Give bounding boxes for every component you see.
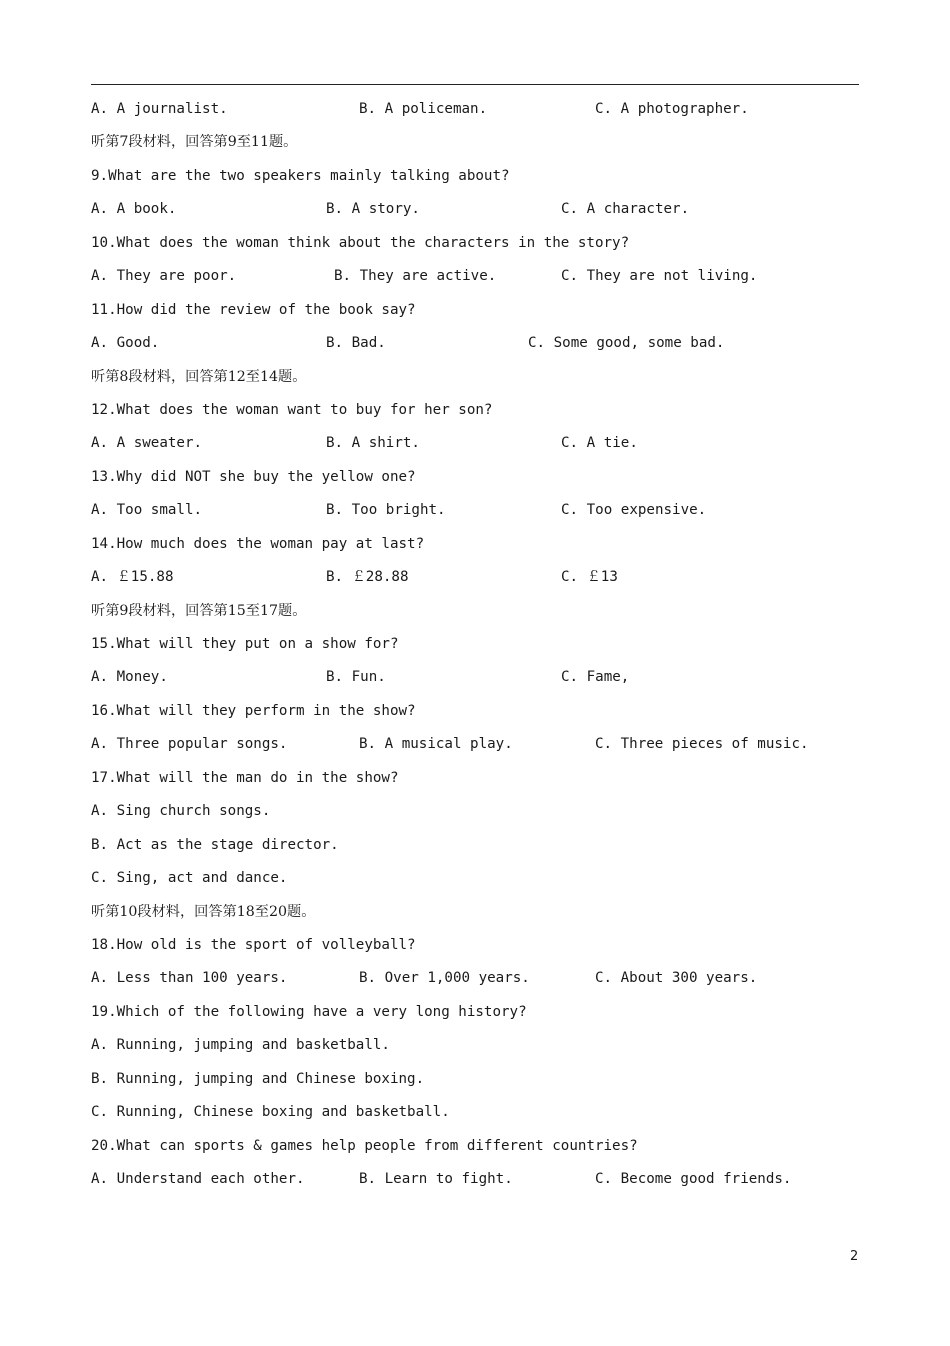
options-row (91, 1167, 859, 1200)
section-heading: 听第7段材料，回答第9至11题。 (91, 134, 298, 151)
options-row (91, 431, 859, 464)
option-a: A. A book. (91, 201, 177, 218)
option-c: C. About 300 years. (595, 970, 758, 987)
option-a: A. A sweater. (91, 435, 203, 452)
option-line: C. Running, Chinese boxing and basketball. (91, 1104, 450, 1121)
option-c: C. They are not living. (561, 268, 758, 285)
question: 17.What will the man do in the show? (91, 769, 399, 786)
option-c: C. Some good, some bad. (528, 335, 725, 352)
question: 19.Which of the following have a very long history? (91, 1003, 527, 1020)
option-c: C. ￡13 (561, 569, 618, 586)
option-b: B. A shirt. (326, 435, 420, 452)
option-line: A. Running, jumping and basketball. (91, 1037, 390, 1054)
options-row (91, 197, 859, 230)
section-heading: 听第10段材料，回答第18至20题。 (91, 903, 316, 920)
page-number: 2 (850, 1249, 859, 1264)
options-row (91, 331, 859, 364)
option-b: B. ￡28.88 (326, 569, 409, 586)
question: 20.What can sports & games help people from different countries? (91, 1137, 638, 1154)
question: 16.What will they perform in the show? (91, 702, 416, 719)
option-a: A. Three popular songs. (91, 736, 288, 753)
option-line: B. Act as the stage director. (91, 836, 339, 853)
exam-content (91, 97, 859, 1200)
option-c: C. Too expensive. (561, 502, 707, 519)
question: 15.What will they put on a show for? (91, 636, 399, 652)
question: 10.What does the woman think about the characters in the story? (91, 234, 630, 251)
option-b: B. A story. (326, 201, 420, 218)
options-row (91, 665, 859, 698)
option-a: A. ￡15.88 (91, 569, 174, 586)
option-a: A. A journalist. (91, 101, 228, 117)
option-a: A. Less than 100 years. (91, 970, 288, 987)
option-b: B. They are active. (334, 268, 497, 285)
question: 14.How much does the woman pay at last? (91, 535, 425, 552)
section-heading: 听第9段材料，回答第15至17题。 (91, 602, 307, 619)
option-b: B. A policeman. (359, 101, 488, 117)
options-row (91, 732, 859, 765)
option-c: C. A character. (561, 201, 690, 218)
option-line: B. Running, jumping and Chinese boxing. (91, 1070, 425, 1087)
option-c: C. A tie. (561, 435, 638, 452)
option-a: A. They are poor. (91, 268, 237, 285)
option-line: A. Sing church songs. (91, 803, 271, 820)
question: 12.What does the woman want to buy for her son? (91, 401, 493, 418)
option-b: B. Bad. (326, 335, 386, 352)
option-b: B. Over 1,000 years. (359, 970, 530, 987)
question: 13.Why did NOT she buy the yellow one? (91, 468, 416, 485)
option-c: C. Fame, (561, 669, 630, 686)
option-b: B. Fun. (326, 669, 386, 686)
option-b: B. Learn to fight. (359, 1171, 513, 1187)
option-a: A. Understand each other. (91, 1171, 305, 1187)
options-row (91, 264, 859, 297)
question: 18.How old is the sport of volleyball? (91, 936, 416, 953)
option-a: A. Money. (91, 669, 168, 686)
option-line: C. Sing, act and dance. (91, 870, 288, 887)
option-b: B. A musical play. (359, 736, 513, 753)
options-row (91, 498, 859, 531)
question: 11.How did the review of the book say? (91, 301, 416, 318)
options-row (91, 97, 859, 130)
option-c: C. A photographer. (595, 101, 749, 117)
option-c: C. Three pieces of music. (595, 736, 809, 753)
option-a: A. Too small. (91, 502, 203, 519)
options-row (91, 565, 859, 598)
question: 9.What are the two speakers mainly talking about? (91, 167, 510, 184)
option-a: A. Good. (91, 335, 160, 352)
header-rule (91, 84, 859, 85)
option-b: B. Too bright. (326, 502, 446, 519)
section-heading: 听第8段材料，回答第12至14题。 (91, 368, 307, 385)
options-row (91, 966, 859, 999)
option-c: C. Become good friends. (595, 1171, 792, 1187)
